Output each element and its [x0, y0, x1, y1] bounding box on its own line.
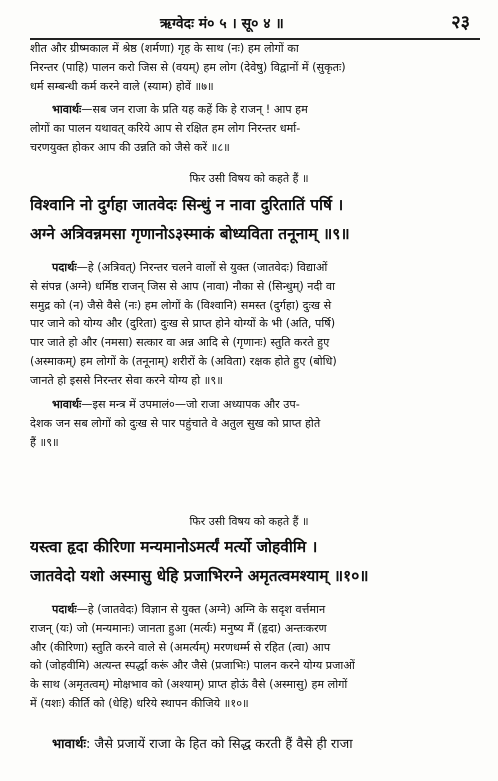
bhavartha-label: भावार्थः [52, 737, 87, 752]
padartha-label: पदार्थः [52, 603, 77, 616]
padartha-2 [30, 601, 475, 714]
padartha-text: —हे (जातवेदः) विज्ञान से युक्त (अग्ने) अग्नि के सदृश वर्त्तमान राजन् (यः) जो (मन्यमानः) जानता हुआ (मर्त्यः) मनुष्य मैं (हृदा) अन्तःकरण और (कीरिणा) स्तुति करने वाले से (अमर्त्यम्) मरणधर्म्म से रहित (त्वा) आप को (जोहवीमि) अत्यन्त स्पर्द्धा करूं और जैसे (प्रजाभिः) पालन करने योग्य प्रजाओं के साथ (अमृतत्वम्) मोक्षभाव को (अश्याम्) प्राप्त होऊं वैसे (अस्मासु) हम लोगों में (यशः) कीर्ति को (धेहि) धरिये स्थापन कीजिये ॥१०॥ [30, 603, 355, 710]
page-header [0, 8, 498, 38]
paragraph-continued: शीत और ग्रीष्मकाल में श्रेष्ठ (शर्मणा) गृह के साथ (नः) हम लोगों का निरन्तर (पाहि) पालन करो जिस से (वयम्) हम लोग (देवेषु) विद्वानों में (सुकृतः) धर्म सम्बन्धी कर्म करने वाले (स्याम) होवें ॥७॥ [30, 42, 346, 93]
section-heading: फिर उसी विषय को कहते हैं ॥ [189, 172, 309, 185]
bhavartha-text: —इस मन्त्र में उपमालं०—जो राजा अध्यापक और उप- देशक जन सब लोगों को दुःख से पार पहुंचाते वे अतुल सुख को प्राप्त होते हैं ॥९॥ [30, 398, 321, 449]
padartha-text: —हे (अत्रिवत्) निरन्तर चलने वालों से युक्त (जातवेदः) विद्याओं से संपन्न (अग्ने) धर्मिष्ठ राजन् जिस से आप (नावा) नौका से (सिन्धुम्) नदी वा समुद्र को (न) जैसे वैसे (नः) हम लोगों के (विश्वानि) समस्त (दुर्गहा) दुःख से पार जाने को योग्य और (दुरिता) दुःख से प्राप्त होने योग्यों के भी (अति, पर्षि) पार जाते हो और (नमसा) सत्कार वा अन्न आदि से (गृणानः) स्तुति करते हुए (अस्माकम्) हम लोगों के (तनूनाम्) शरीरों के (अविता) रक्षक होते हुए (बोधि) जानते हो इससे निरन्तर सेवा करने योग्य हो ॥९॥ [30, 261, 337, 387]
bhavartha-text: —सब जन राजा के प्रति यह कहें कि हे राजन् ! आप हम लोगों का पालन यथावत् करिये आप से रक्षित हम लोग निरन्तर धर्मा- चरणयुक्त होकर आप की उन्नति को जैसे करें ॥८॥ [30, 103, 308, 154]
bhavartha-3 [30, 736, 475, 755]
padartha-1 [30, 259, 475, 391]
page-number: २३ [451, 12, 470, 33]
padartha-label: पदार्थः [52, 261, 77, 274]
bhavartha-text: : जैसे प्रजायें राजा के हित को सिद्ध करती हैं वैसे ही राजा [86, 737, 353, 752]
bhavartha-label: भावार्थः [52, 398, 82, 411]
bhavartha-2 [30, 396, 475, 452]
bhavartha-1 [30, 101, 475, 157]
mantra-verse: यस्त्वा हृदा कीरिणा मन्यमानोऽमर्त्यं मर्त्यो जोहवीमि । जातवेदो यशो अस्मासु धेहि प्रजाभिरग्ने अमृतत्वमश्याम् ॥१०॥ [30, 537, 369, 585]
section-heading: फिर उसी विषय को कहते हैं ॥ [189, 515, 309, 528]
bhavartha-label: भावार्थः [52, 103, 82, 116]
running-title: ऋग्वेदः मं० ५ । सू० ४ ॥ [160, 16, 284, 32]
mantra-verse: विश्वानि नो दुर्गहा जातवेदः सिन्धुं न नावा दुरितातिं पर्षि । अग्ने अत्रिवन्नमसा गृणानोऽ३स्माकं बोध्यविता तनूनाम् ॥९॥ [30, 195, 350, 243]
